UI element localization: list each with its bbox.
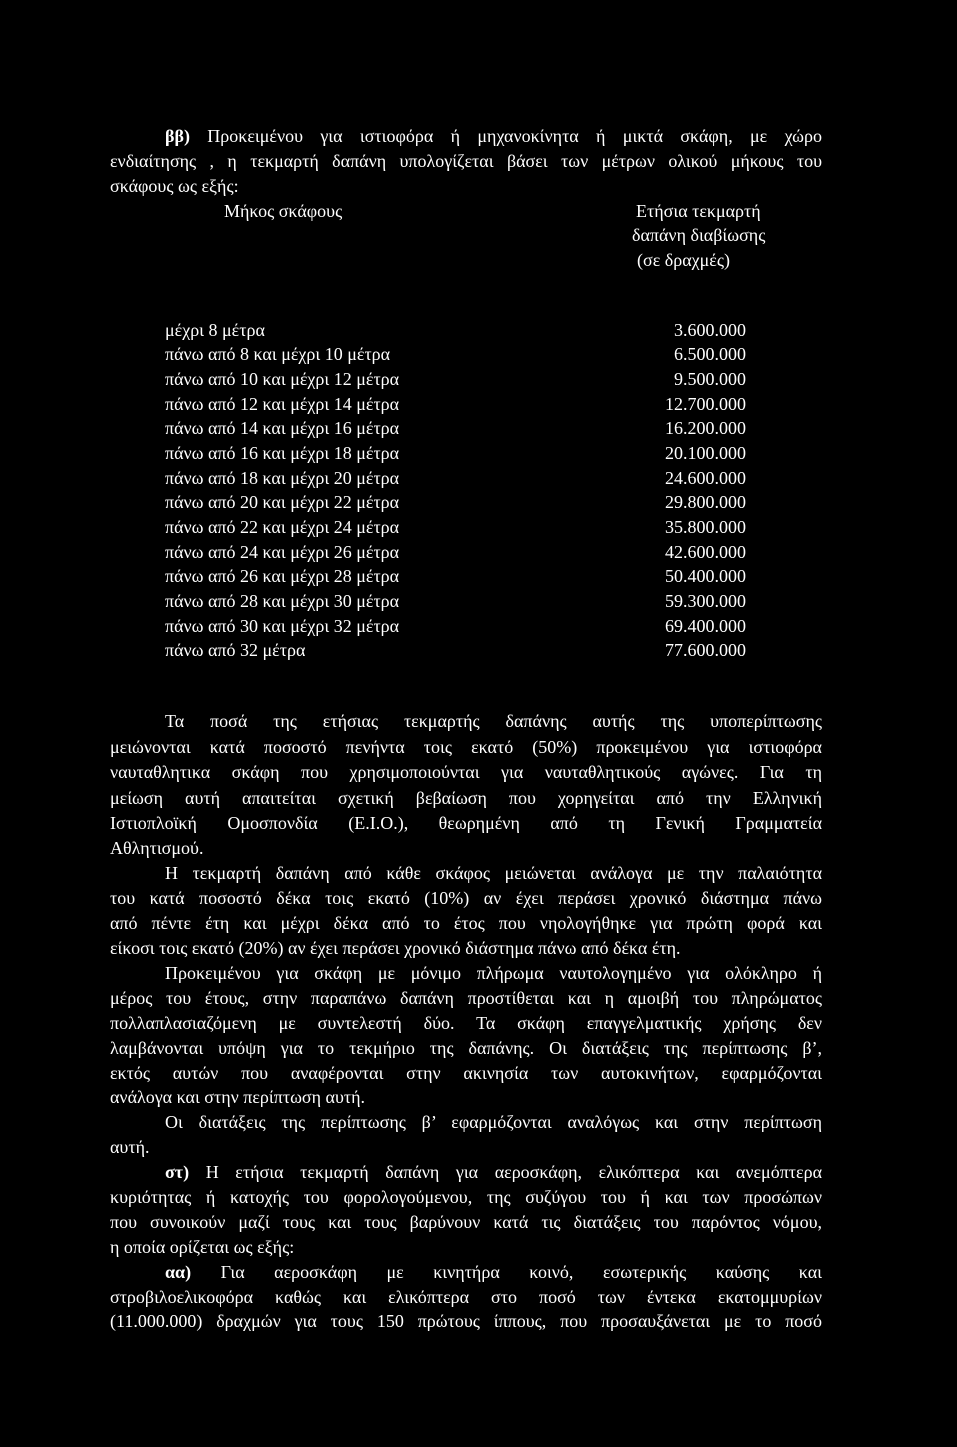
amount-column-header-line: Ετήσια τεκμαρτή — [636, 201, 761, 221]
section-bb-text: Προκειμένου για ιστιοφόρα ή μηχανοκίνητα ή μικτά σκάφη, με χώρο — [207, 126, 822, 146]
section-bb-line: ενδιαίτησης , η τεκμαρτή δαπάνη υπολογίζεται βάσει των μέτρων ολικού μήκους του — [110, 151, 822, 171]
paragraph-line: μείωση αυτή απαιτείται σχετική βεβαίωση που χορηγείται από την Ελληνική — [110, 788, 822, 808]
paragraph-line: Αθλητισμού. — [110, 838, 204, 858]
row-length: πάνω από 8 και μέχρι 10 μέτρα — [165, 344, 391, 364]
row-amount: 59.300.000 — [665, 591, 746, 611]
paragraph-line: μέρος του έτους, στην παραπάνω δαπάνη προστίθεται και η αμοιβή του πληρώματος — [110, 988, 822, 1008]
paragraph-line: κυριότητας ή κατοχής του φορολογούμενου, της συζύγου του ή και των προσώπων — [110, 1187, 822, 1207]
row-amount: 12.700.000 — [665, 394, 746, 414]
row-amount: 9.500.000 — [674, 369, 746, 389]
paragraph-line: εκτός αυτών που αναφέρονται στην ακινησία των αυτοκινήτων, εφαρμόζονται — [110, 1063, 822, 1083]
paragraph-line: είκοσι τοις εκατό (20%) αν έχει περάσει χρονικό διάστημα πάνω από δέκα έτη. — [110, 938, 681, 958]
paragraph-line: (11.000.000) δραχμών για τους 150 πρώτους ίππους, που προσαυξάνεται με το ποσό — [110, 1311, 822, 1331]
paragraph-line: που συνοικούν μαζί τους και τους βαρύνουν κατά τις διατάξεις του παρόντος νόμου, — [110, 1212, 822, 1232]
section-bb-line: σκάφους ως εξής: — [110, 176, 239, 196]
length-column-header: Μήκος σκάφους — [224, 201, 343, 221]
row-amount: 24.600.000 — [665, 468, 746, 488]
paragraph-line: Οι διατάξεις της περίπτωσης β’ εφαρμόζονται αναλόγως και στην περίπτωση — [165, 1112, 822, 1132]
paragraph-line: η οποία ορίζεται ως εξής: — [110, 1237, 295, 1257]
row-amount: 69.400.000 — [665, 616, 746, 636]
row-length: πάνω από 30 και μέχρι 32 μέτρα — [165, 616, 400, 636]
paragraph-line: του κατά ποσοστό δέκα τοις εκατό (10%) αν έχει περάσει χρονικό διάστημα πάνω — [110, 888, 822, 908]
row-length: πάνω από 18 και μέχρι 20 μέτρα — [165, 468, 400, 488]
row-length: πάνω από 20 και μέχρι 22 μέτρα — [165, 492, 400, 512]
paragraph-line: Η τεκμαρτή δαπάνη από κάθε σκάφος μειώνεται ανάλογα με την παλαιότητα — [165, 863, 822, 883]
paragraph-line: στροβιλοελικοφόρα καθώς και ελικόπτερα στο ποσό των έντεκα εκατομμυρίων — [110, 1287, 822, 1307]
paragraph-line: Τα ποσά της ετήσιας τεκμαρτής δαπάνης αυτής της υποπερίπτωσης — [165, 711, 822, 731]
paragraph-line: ανάλογα και στην περίπτωση αυτή. — [110, 1087, 366, 1107]
paragraph-line: ναυταθλητικα σκάφη που χρησιμοποιούνται για ναυταθλητικούς αγώνες. Για τη — [110, 762, 822, 782]
section-st-marker: στ) — [165, 1162, 190, 1182]
row-length: πάνω από 10 και μέχρι 12 μέτρα — [165, 369, 400, 389]
section-aa-text: Για αεροσκάφη με κινητήρα κοινό, εσωτερικής καύσης και — [220, 1262, 822, 1282]
row-amount: 3.600.000 — [674, 320, 746, 340]
row-amount: 50.400.000 — [665, 566, 746, 586]
row-amount: 16.200.000 — [665, 418, 746, 438]
row-amount: 77.600.000 — [665, 640, 746, 660]
section-aa-line — [165, 1260, 822, 1285]
section-aa-marker: αα) — [165, 1262, 192, 1282]
row-amount: 42.600.000 — [665, 542, 746, 562]
row-length: πάνω από 26 και μέχρι 28 μέτρα — [165, 566, 400, 586]
row-amount: 20.100.000 — [665, 443, 746, 463]
paragraph-line: μειώνονται κατά ποσοστό πενήντα τοις εκατό (50%) προκειμένου για ιστιοφόρα — [110, 737, 822, 757]
row-length: πάνω από 12 και μέχρι 14 μέτρα — [165, 394, 400, 414]
row-length: πάνω από 32 μέτρα — [165, 640, 306, 660]
row-amount: 29.800.000 — [665, 492, 746, 512]
amount-column-header-line: (σε δραχμές) — [637, 250, 730, 270]
section-st-line — [165, 1160, 822, 1185]
section-bb-line — [165, 124, 822, 149]
row-length: πάνω από 22 και μέχρι 24 μέτρα — [165, 517, 400, 537]
row-length: πάνω από 28 και μέχρι 30 μέτρα — [165, 591, 400, 611]
paragraph-line: Προκειμένου για σκάφη με μόνιμο πλήρωμα ναυτολογημένο για ολόκληρο ή — [165, 963, 822, 983]
row-amount: 35.800.000 — [665, 517, 746, 537]
row-length: πάνω από 24 και μέχρι 26 μέτρα — [165, 542, 400, 562]
section-bb-marker: ββ) — [165, 126, 190, 146]
paragraph-line: Ιστιοπλοϊκή Ομοσπονδία (Ε.Ι.Ο.), θεωρημένη από τη Γενική Γραμματεία — [110, 813, 822, 833]
row-length: πάνω από 14 και μέχρι 16 μέτρα — [165, 418, 400, 438]
paragraph-line: αυτή. — [110, 1137, 150, 1157]
amount-column-header-line: δαπάνη διαβίωσης — [632, 225, 766, 245]
row-amount: 6.500.000 — [674, 344, 746, 364]
paragraph-line: πολλαπλασιαζόμενη με συντελεστή δύο. Τα σκάφη επαγγελματικής χρήσης δεν — [110, 1013, 822, 1033]
section-st-text: Η ετήσια τεκμαρτή δαπάνη για αεροσκάφη, ελικόπτερα και ανεμόπτερα — [205, 1162, 822, 1182]
paragraph-line: λαμβάνονται υπόψη για το τεκμήριο της δαπάνης. Οι διατάξεις της περίπτωσης β’, — [110, 1038, 822, 1058]
row-length: πάνω από 16 και μέχρι 18 μέτρα — [165, 443, 400, 463]
paragraph-line: από πέντε έτη και μέχρι δέκα από το έτος που νηολογήθηκε για πρώτη φορά και — [110, 913, 822, 933]
row-length: μέχρι 8 μέτρα — [165, 320, 265, 340]
